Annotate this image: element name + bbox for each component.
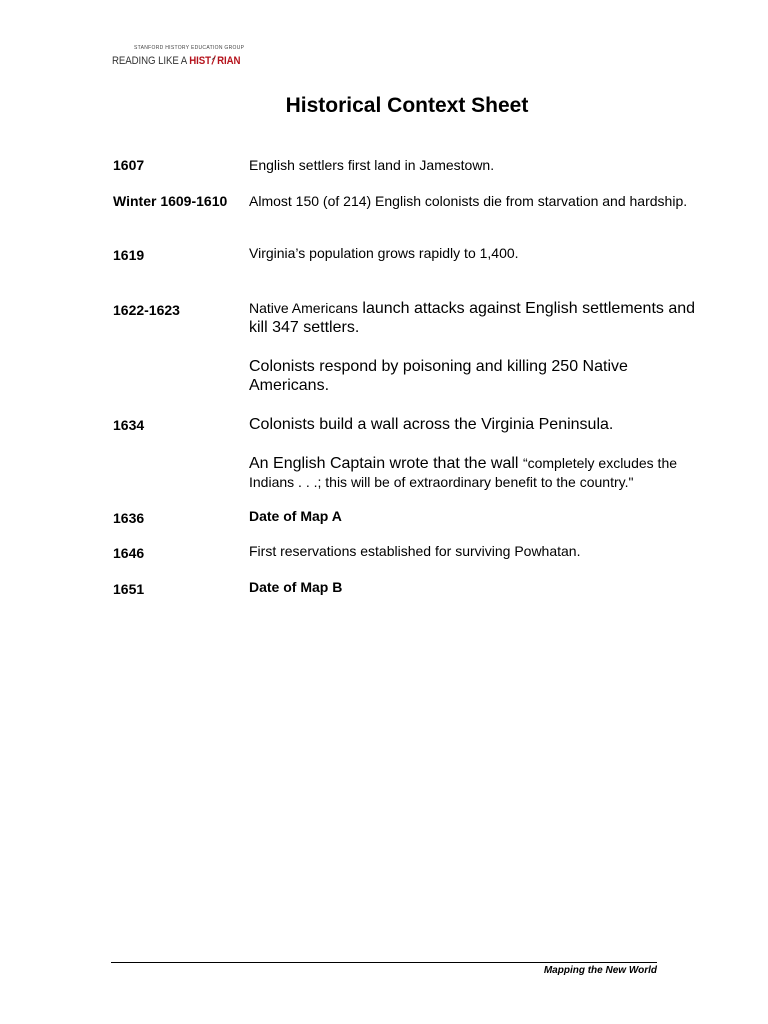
event-text-large: An English Captain wrote that the wall [249,455,523,472]
timeline-event: Colonists build a wall across the Virginia Peninsula. [249,416,614,433]
timeline-event: Date of Map B [249,579,343,595]
event-quote: “completely excludes the Indians . . .; this will be of extraordinary benefit to the country." [249,455,678,490]
timeline-event: English settlers first land in Jamestown. [249,157,495,173]
timeline-year: 1619 [113,247,145,263]
page-title: Historical Context Sheet [285,94,529,117]
logo-group-name: STANFORD HISTORY EDUCATION GROUP [134,45,245,51]
timeline-year: Winter 1609-1610 [113,193,228,209]
timeline-event: Colonists respond by poisoning and killing 250 Native Americans. [249,358,628,394]
footer-title: Mapping the New World [543,965,657,976]
shheg-logo [112,45,262,67]
timeline-year: 1636 [113,510,145,526]
timeline-event: Almost 150 (of 214) English colonists die from starvation and hardship. [249,193,688,209]
timeline-event: Date of Map A [249,508,342,524]
timeline-year: 1651 [113,581,145,597]
logo-reading-text: READING LIKE A [112,55,187,67]
timeline-event: First reservations established for surviving Powhatan. [249,543,581,559]
logo-hist-text: HIST [189,55,211,67]
timeline-event [249,454,704,492]
logo-rian-text: RIAN [217,55,241,67]
footer-rule [111,962,657,963]
timeline-year: 1607 [113,157,145,173]
timeline-year: 1634 [113,417,145,433]
timeline-year: 1646 [113,545,145,561]
event-text-small: Native Americans [249,300,358,316]
timeline-event [249,299,704,337]
logo-wordmark [112,55,244,67]
quill-icon [212,55,216,65]
event-text-large: launch attacks against English settlements and kill 347 settlers. [249,300,696,336]
timeline-event: Virginia’s population grows rapidly to 1,400. [249,245,519,261]
timeline-year: 1622-1623 [113,302,180,318]
